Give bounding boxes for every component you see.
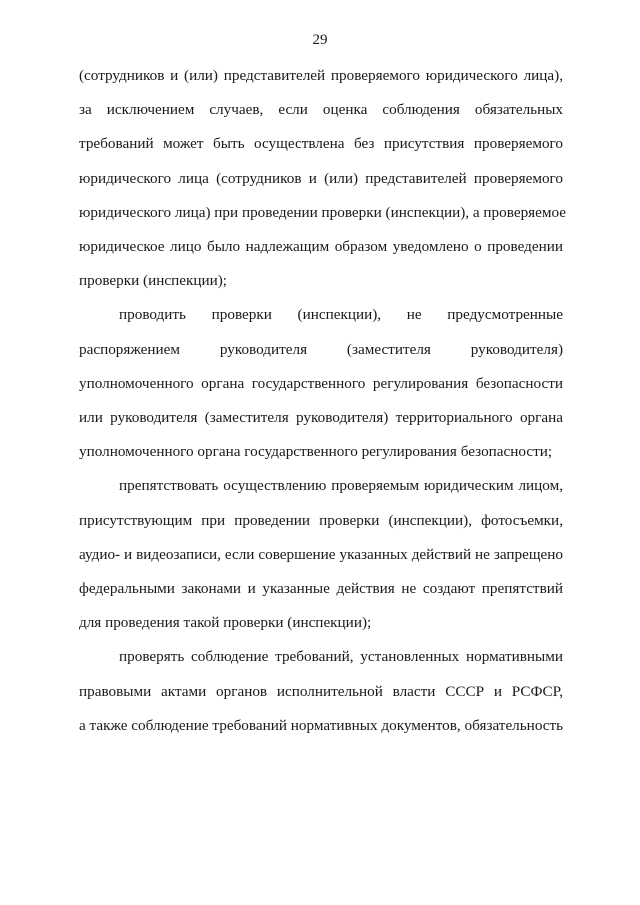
text-line: а также соблюдение требований нормативных документов, обязательность (79, 716, 564, 734)
text-line: проверять соблюдение требований, установленных нормативными (119, 648, 563, 666)
text-line: проводить проверки (инспекции), не предусмотренные (119, 306, 563, 324)
text-line: федеральными законами и указанные действия не создают препятствий (79, 580, 563, 598)
text-line: проверки (инспекции); (79, 272, 227, 290)
text-line: юридического лица) при проведении проверки (инспекции), а проверяемое (79, 203, 567, 221)
body-text (79, 59, 567, 743)
text-line: юридического лица (сотрудников и (или) представителей проверяемого (79, 169, 563, 187)
text-line: препятствовать осуществлению проверяемым юридическим лицом, (119, 477, 563, 495)
paragraph-obstruct-recording (79, 469, 563, 640)
paragraph-continuation (79, 59, 567, 298)
text-line: присутствующим при проведении проверки (инспекции), фотосъемки, (79, 511, 563, 529)
text-line: аудио- и видеозаписи, если совершение указанных действий не запрещено (79, 545, 563, 563)
text-line: юридическое лицо было надлежащим образом уведомлено о проведении (79, 238, 563, 256)
text-line: или руководителя (заместителя руководителя) территориального органа (79, 409, 563, 427)
text-line: для проведения такой проверки (инспекции); (79, 614, 372, 632)
paragraph-verify-requirements (79, 640, 563, 743)
text-line: требований может быть осуществлена без присутствия проверяемого (79, 135, 563, 153)
paragraph-conduct-inspections (79, 298, 563, 469)
text-line: за исключением случаев, если оценка соблюдения обязательных (79, 101, 563, 119)
text-line: (сотрудников и (или) представителей проверяемого юридического лица), (79, 67, 563, 84)
text-line: уполномоченного органа государственного регулирования безопасности; (79, 443, 553, 461)
text-line: правовыми актами органов исполнительной власти СССР и РСФСР, (79, 682, 563, 700)
page-number: 29 (312, 32, 328, 48)
text-line: распоряжением руководителя (заместителя руководителя) (79, 340, 563, 358)
text-line: уполномоченного органа государственного регулирования безопасности (79, 374, 563, 392)
